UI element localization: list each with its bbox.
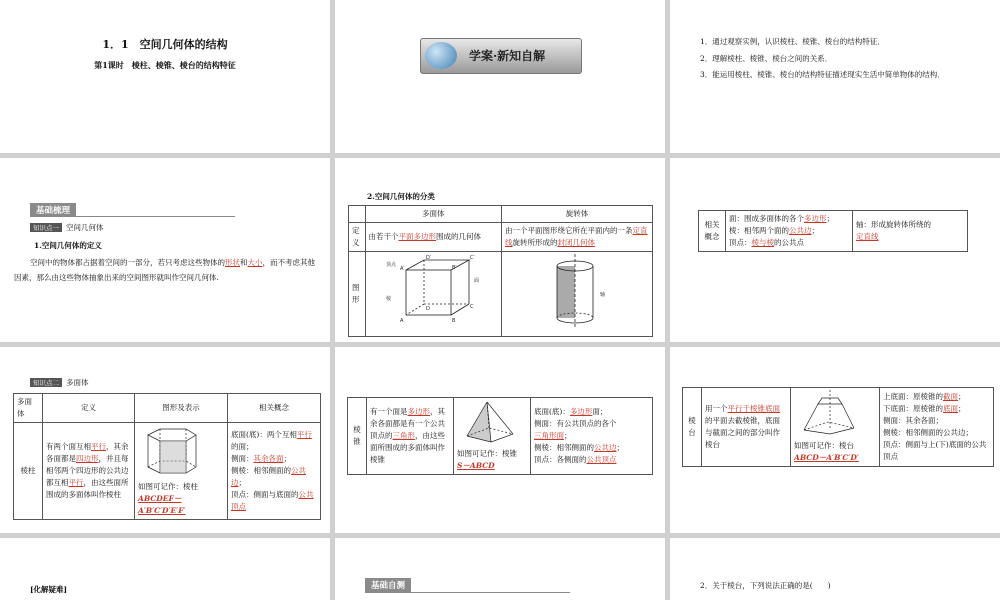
cylinder-figure [502,252,653,337]
question-text: 2．关于棱台，下列说法正确的是( ) [700,581,831,590]
subheading: 1.空间几何体的定义 [34,241,102,250]
slide-concepts [670,158,1000,342]
slide-title [0,0,330,153]
col-header: 图形及表示 [135,394,228,423]
knowledge-tag: 知识点一 [30,223,62,232]
banner-text: 学案·新知自解 [469,49,546,63]
slide-selftest [335,538,665,600]
blank-answer: 形状 [225,258,240,267]
globe-icon [425,42,457,69]
pyramid-figure: 如图可记作：棱锥 S－ABCD [454,398,531,475]
goal-3: 3．能运用棱柱、棱锥、棱台的结构特征描述现实生活中简单物体的结构． [700,70,945,79]
slide-banner [335,0,665,153]
section-header: 基础自测 [365,578,411,592]
svg-text:棱: 棱 [385,296,391,302]
svg-text:B: B [451,318,455,324]
col-header: 旋转体 [502,206,653,223]
tag-text: 多面体 [66,378,89,387]
text: 和 [240,258,248,267]
pyramid-concepts: 底面(底)：多边形面； 侧面：有公共顶点的各个 三角形面； 侧棱：相邻侧面的公共边； 顶点：各侧面的公共顶点 [531,398,653,475]
banner [420,38,582,74]
row-header: 相关概念 [699,211,726,252]
slide-goals [670,0,1000,153]
page-title: 1．1 空间几何体的结构 [102,38,228,51]
slide-prism [0,347,330,533]
tag-text: 空间几何体 [66,223,104,232]
frustum-def: 用一个平行于棱锥底面的平面去截棱锥，底面与截面之间的部分叫作棱台 [702,388,791,467]
col-header: 定义 [43,394,135,423]
col-header: 多面体 [14,394,43,423]
slide-classification [335,158,665,342]
row-header: 图形 [349,252,366,337]
prism-table [13,393,321,520]
row-header: 棱台 [683,388,702,467]
definition-para [14,255,319,285]
rot-concepts: 轴：形成旋转体所绕的 定直线 [853,211,968,252]
col-header: 多面体 [365,206,501,223]
svg-text:轴: 轴 [600,292,606,298]
prism-def: 有两个面互相平行，其余各面都是四边形，并且每相邻两个四边形的公共边都互相平行，由这些面所围成的多面体叫作棱柱 [43,423,135,520]
section-header: 基础梳理 [30,203,76,217]
svg-text:C: C [469,304,474,310]
page-subtitle: 第1课时 棱柱、棱锥、棱台的结构特征 [94,60,236,70]
svg-text:B′: B′ [451,265,457,271]
svg-text:A: A [399,318,403,324]
goal-2: 2．理解棱柱、棱锥、棱台之间的关系． [700,53,833,63]
svg-text:顶点: 顶点 [385,262,396,268]
slide-frustum [670,347,1000,533]
svg-text:面: 面 [473,278,479,284]
row-header: 定义 [349,223,366,252]
svg-text:D: D [425,306,430,312]
concepts-table [698,210,968,252]
svg-text:A′: A′ [399,266,405,272]
svg-text:C′: C′ [469,255,475,261]
row-header: 棱柱 [14,423,43,520]
row-header: 棱锥 [348,398,367,475]
frustum-figure: 如图可记作：棱台 ABCD－A′B′C′D′ [791,388,880,467]
pyramid-def: 有一个面是多边形，其余各面都是有一个公共顶点的三角形，由这些面所围成的多面体叫作棱锥 [367,398,454,475]
prism-concepts: 底面(底)：两个互相平行的面； 侧面：其余各面； 侧棱：相邻侧面的公共边； 顶点：侧面与底面的公共顶点 [228,423,321,520]
col-header: 相关概念 [228,394,321,423]
divider [30,216,235,217]
svg-text:D′: D′ [425,255,431,261]
text: ，而不考虑其他因素，那么由这些物体抽象出来的空间图形就叫作空间几何体. [14,258,315,282]
slide-basics [0,158,330,342]
slide-pyramid [335,347,665,533]
classification-table [348,205,653,337]
divider [365,592,570,593]
frustum-concepts: 上底面：原棱锥的截面； 下底面：原棱锥的底面； 侧面：其余各面； 侧棱：相邻侧面的公共边； 顶点：侧面与上(下)底面的公共顶点 [880,388,994,467]
cube-figure [365,252,501,337]
poly-def: 由若干个平面多边形围成的几何体 [365,223,501,252]
section-label: [化解疑难] [30,585,68,594]
slide-difficulties [0,538,330,600]
poly-concepts: 面：围成多面体的各个多边形； 棱：相邻两个面的公共边； 顶点：棱与棱的公共点 [726,211,853,252]
knowledge-tag: 知识点二 [30,378,62,387]
frustum-table [682,387,994,467]
goal-1: 1．通过观察实例，认识棱柱、棱锥、棱台的结构特征． [700,37,885,46]
pyramid-table [347,397,653,475]
blank-answer: 大小 [247,258,263,267]
slide-question [670,538,1000,600]
text: 空间中的物体都占据着空间的一部分，若只考虑这些物体的 [30,258,225,267]
heading: 2.空间几何体的分类 [367,192,435,201]
rot-def: 由一个平面图形绕它所在平面内的一条定直线旋转所形成的封闭几何体 [502,223,653,252]
prism-figure: 如图可记作：棱柱 ABCDEF－A′B′C′D′E′F′ [135,423,228,520]
